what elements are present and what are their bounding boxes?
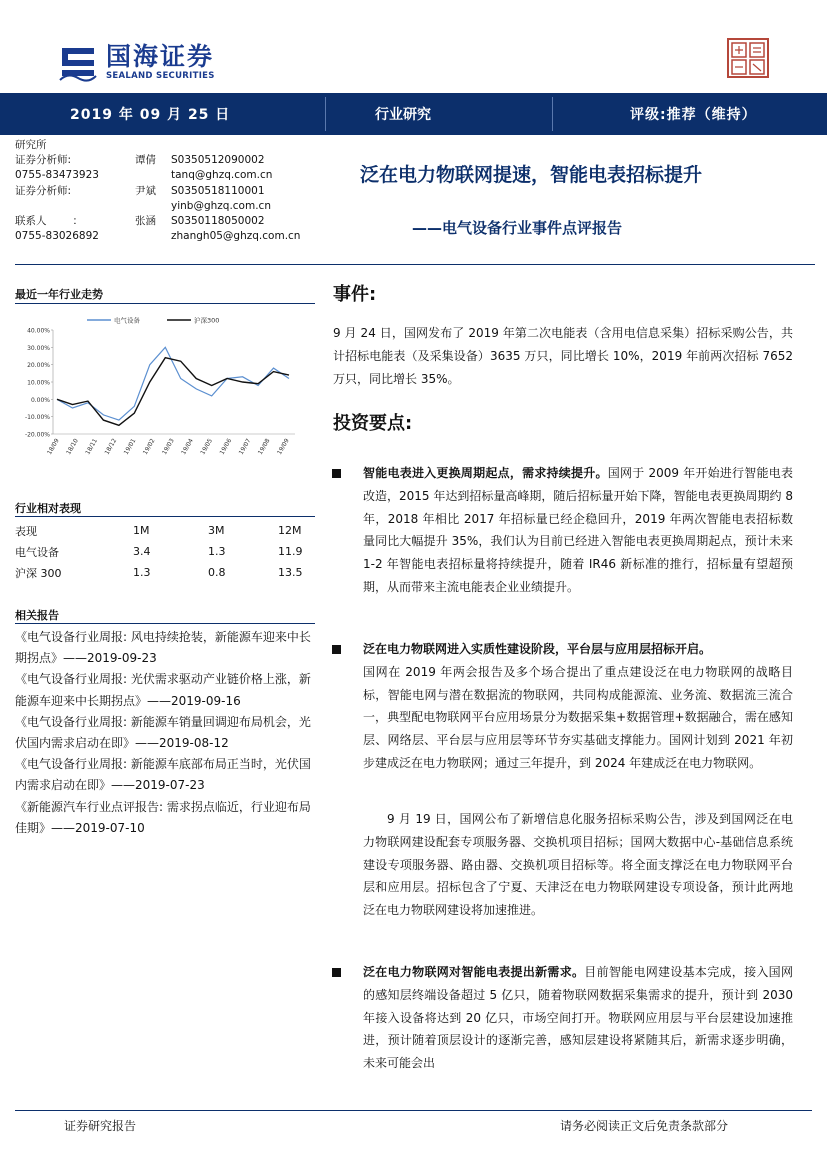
sealand-logo-icon bbox=[58, 42, 98, 82]
perf-heading: 行业相对表现 bbox=[15, 502, 81, 515]
analyst-row: 0755-83026892 zhangh05@ghzq.com.cn bbox=[15, 230, 301, 243]
analyst-row: 证券分析师: 谭倩 S0350512090002 bbox=[15, 154, 265, 167]
event-heading: 事件: bbox=[333, 284, 377, 305]
y-tick-label: -10.00% bbox=[24, 414, 50, 422]
research-seal bbox=[727, 38, 769, 78]
analyst-block bbox=[15, 138, 300, 244]
x-tick-label: 19/06 bbox=[218, 437, 234, 456]
footer-rule bbox=[15, 1110, 812, 1111]
reports-heading: 相关报告 bbox=[15, 609, 59, 622]
x-tick-label: 18/09 bbox=[46, 437, 61, 456]
side-rule bbox=[15, 623, 315, 624]
x-tick-label: 19/01 bbox=[122, 437, 138, 456]
y-tick-label: 20.00% bbox=[27, 362, 50, 370]
point-lead: 泛在电力物联网进入实质性建设阶段，平台层与应用层招标开启。 bbox=[363, 642, 712, 656]
point-lead: 泛在电力物联网对智能电表提出新需求。 bbox=[363, 965, 585, 979]
point-3 bbox=[363, 961, 793, 1075]
point-lead: 智能电表进入更换周期起点，需求持续提升。 bbox=[363, 466, 608, 480]
point-2 bbox=[363, 638, 793, 775]
x-tick-label: 19/07 bbox=[237, 437, 253, 456]
y-tick-label: 40.00% bbox=[27, 327, 50, 335]
x-tick-label: 18/12 bbox=[103, 437, 119, 456]
bullet-icon bbox=[332, 968, 341, 977]
page-subtitle: ——电气设备行业事件点评报告 bbox=[412, 219, 623, 237]
bullet-icon bbox=[332, 469, 341, 478]
band-divider bbox=[552, 97, 553, 131]
table-row: 沪深 300 1.3 0.8 13.5 bbox=[15, 566, 303, 580]
event-text: 9 月 24 日，国网发布了 2019 年第二次电能表（含用电信息采集）招标采购公告，共计招标电能表（及采集设备）3635 万只，同比增长 10%，2019 年前两次招标 7652 万只，同比增长 35%。 bbox=[333, 326, 793, 386]
analyst-row: 0755-83473923 tanq@ghzq.com.cn bbox=[15, 169, 273, 182]
point-2-extra: 9 月 19 日，国网公布了新增信息化服务招标采购公告，涉及到国网泛在电力物联网建设配套专项服务器、交换机项目招标；国网大数据中心-基础信息系统建设专项服务器、路由器、交换机项目招标等。将全面支撑泛在电力物联网平台层和应用层。招标包含了宁夏、天津泛在电力物联网建设专项设备，预计此两地泛在电力物联网建设将加速推进。 bbox=[363, 812, 793, 918]
y-tick-label: 0.00% bbox=[30, 396, 50, 404]
table-row: 电气设备 3.4 1.3 11.9 bbox=[15, 545, 303, 559]
x-tick-label: 19/03 bbox=[161, 437, 176, 456]
x-tick-label: 19/09 bbox=[276, 437, 291, 456]
x-tick-label: 18/11 bbox=[84, 437, 100, 456]
side-rule bbox=[15, 516, 315, 517]
analyst-row: yinb@ghzq.com.cn bbox=[171, 199, 271, 212]
y-tick-label: 10.00% bbox=[27, 379, 50, 387]
analyst-dept: 研究所 bbox=[15, 139, 47, 151]
band-divider bbox=[325, 97, 326, 131]
page-title: 泛在电力物联网提速，智能电表招标提升 bbox=[360, 164, 703, 186]
trend-chart-svg bbox=[15, 308, 305, 483]
y-tick-label: 30.00% bbox=[27, 344, 50, 352]
brand-name-en: SEALAND SECURITIES bbox=[106, 70, 215, 81]
x-tick-label: 19/04 bbox=[180, 437, 195, 456]
header-rule bbox=[15, 264, 815, 265]
company-logo bbox=[58, 42, 215, 82]
analyst-row: 证券分析师: 尹斌 S0350518110001 bbox=[15, 184, 265, 197]
point-1 bbox=[363, 462, 793, 599]
x-tick-label: 19/05 bbox=[199, 437, 215, 456]
related-reports bbox=[15, 627, 315, 839]
trend-chart bbox=[15, 308, 305, 483]
brand-name-cn: 国海证券 bbox=[106, 41, 215, 71]
footer-left: 证券研究报告 bbox=[64, 1119, 137, 1133]
list-item[interactable]: 《电气设备行业周报: 新能源车底部布局正当时，光伏国内需求启动在即》——2019-07-23 bbox=[15, 757, 311, 793]
trend-heading: 最近一年行业走势 bbox=[15, 288, 103, 301]
points-heading: 投资要点: bbox=[333, 413, 413, 434]
list-item[interactable]: 《新能源汽车行业点评报告: 需求拐点临近，行业迎布局佳期》——2019-07-10 bbox=[15, 799, 311, 835]
series-line-index bbox=[57, 358, 289, 426]
point-text: 目前智能电网建设基本完成，接入国网的感知层终端设备超过 5 亿只，随着物联网数据采集需求的提升，预计到 2030 年接入设备将达到 20 亿只，市场空间打开。物联网应用层与平台层建设加速推进，预计随着顶层设计的逐渐完善，感知层建设将紧随其后，新需求逐步明确，未来可能会出 bbox=[363, 965, 793, 1071]
list-item[interactable]: 《电气设备行业周报: 新能源车销量回调迎布局机会，光伏国内需求启动在即》——2019-08-12 bbox=[15, 714, 311, 751]
perf-table bbox=[15, 520, 315, 583]
point-text: 国网在 2019 年两会报告及多个场合提出了重点建设泛在电力物联网的战略目标，智能电网与潜在数据流的物联网，共同构成能源流、业务流、数据流三流合一，典型配电物联网平台应用场景分为数据采集+数据管理+数据融合，需在感知层、网络层、平台层与应用层等环节夯实基础支撑能力。国网计划到 2021 年初步建成泛在电力物联网；通过三年提升，到 2024 年建成泛在电力物联网。 bbox=[363, 664, 793, 770]
x-tick-label: 19/02 bbox=[141, 437, 157, 456]
report-type: 行业研究 bbox=[375, 107, 431, 123]
legend-label: 电气设备 bbox=[114, 316, 140, 325]
table-row: 表现 1M 3M 12M bbox=[15, 524, 302, 538]
report-rating: 评级:推荐（维持） bbox=[630, 107, 757, 123]
legend-label: 沪深300 bbox=[194, 316, 220, 325]
point-text: 国网于 2009 年开始进行智能电表改造，2015 年达到招标量高峰期，随后招标量开始下降，智能电表更换周期约 8 年，2018 年相比 2017 年招标量已经企稳回升，2019 年两次智能电表招标数量同比大幅提升 35%，我们认为目前已经进入智能电表更换周期起点，预计未来 1-2 年智能电表招标量将持续提升，随着 IR46 新标准的推行，招标量有望超预期，从而带来主流电能表企业业绩提升。 bbox=[363, 466, 793, 594]
analyst-row: 联系人 ： 张涵 S0350118050002 bbox=[15, 215, 265, 228]
x-tick-label: 18/10 bbox=[65, 437, 80, 456]
bullet-icon bbox=[332, 645, 341, 654]
report-date: 2019 年 09 月 25 日 bbox=[70, 107, 231, 123]
side-rule bbox=[15, 303, 315, 304]
list-item[interactable]: 《电气设备行业周报: 光伏需求驱动产业链价格上涨，新能源车迎来中长期拐点》——2019-09-16 bbox=[15, 672, 311, 708]
list-item[interactable]: 《电气设备行业周报: 风电持续抢装，新能源车迎来中长期拐点》——2019-09-23 bbox=[15, 630, 311, 666]
footer-right: 请务必阅读正文后免责条款部分 bbox=[560, 1119, 729, 1133]
y-tick-label: -20.00% bbox=[24, 431, 50, 439]
x-tick-label: 19/08 bbox=[256, 437, 272, 456]
